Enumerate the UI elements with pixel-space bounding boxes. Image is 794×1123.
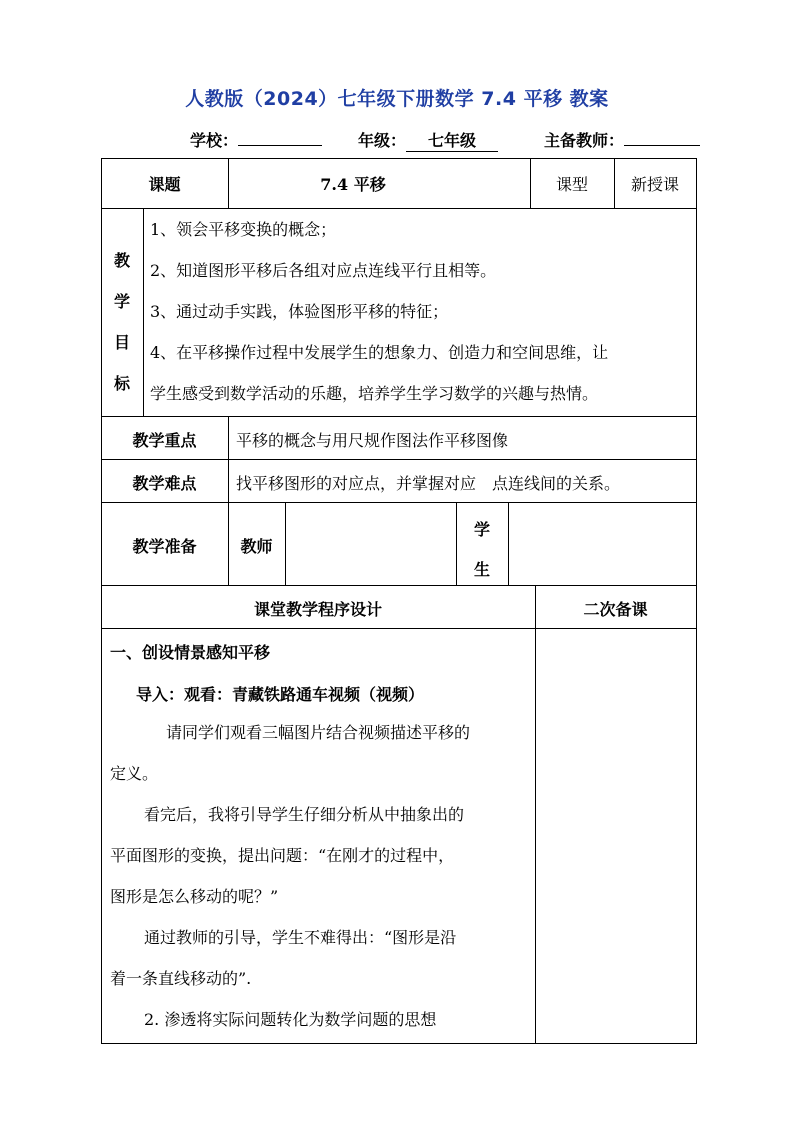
prep-student-char: 生 [473,560,490,579]
body-line: 看完后，我将引导学生仔细分析从中抽象出的 [144,805,465,824]
table-border-right [696,158,697,1044]
table-row-divider [101,459,697,460]
body-line: 图形是怎么移动的呢？” [110,887,279,906]
goals-label-char: 学 [113,292,130,311]
body-paragraphs [110,712,470,1040]
lesson-type-value: 新授课 [630,175,679,194]
table-border-top [101,158,697,159]
teacher-value [624,145,700,146]
table-col-divider [508,502,509,585]
table-col-divider [535,585,536,1043]
teacher-field [544,128,700,151]
goal-item: 3、通过动手实践，体验图形平移的特征； [150,302,449,321]
table-col-divider [285,502,286,585]
table-col-divider [228,416,229,502]
body-line: 着一条直线移动的”. [110,969,252,988]
grade-label: 年级： [358,131,407,150]
key-point-value: 平移的概念与用尺规作图法作平移图像 [236,431,509,450]
goals-label [101,240,143,404]
grade-field [358,128,498,152]
prep-student-label [456,510,508,590]
body-line: 通过教师的引导，学生不难得出：“图形是沿 [144,928,457,947]
table-row-divider [101,502,697,503]
school-field [190,128,322,151]
table-border-bottom [101,1043,697,1044]
goal-item: 2、知道图形平移后各组对应点连线平行且相等。 [150,261,497,280]
table-row-divider [101,628,697,629]
teacher-label: 主备教师： [544,131,625,150]
section-heading: 一、创设情景感知平移 [110,643,271,662]
intro-line: 导入：观看：青藏铁路通车视频（视频） [136,685,425,704]
body-line: 2. 渗透将实际问题转化为数学问题的思想 [144,1010,437,1029]
goal-item: 1、领会平移变换的概念； [150,220,337,239]
prep-label: 教学准备 [132,537,197,556]
goals-label-char: 目 [113,333,130,352]
difficult-point-label: 教学难点 [132,474,197,493]
goals-label-char: 标 [113,374,130,393]
school-value [238,145,322,146]
body-line: 请同学们观看三幅图片结合视频描述平移的 [166,723,471,742]
prep-student-char: 学 [473,520,490,539]
difficult-point-value: 找平移图形的对应点，并掌握对应 点连线间的关系。 [236,474,621,493]
grade-value: 七年级 [406,128,498,152]
table-row-divider [101,585,697,586]
body-line: 平面图形的变换，提出问题：“在刚才的过程中， [110,846,455,865]
body-line: 定义。 [110,764,159,783]
goals-list [150,209,608,414]
table-col-divider [143,208,144,416]
topic-value: 7.4 平移 [320,175,386,194]
key-point-label: 教学重点 [132,431,197,450]
document-title: 人教版（2024）七年级下册数学 7.4 平移 教案 [185,88,609,110]
goals-label-char: 教 [113,251,130,270]
goal-item: 学生感受到数学活动的乐趣，培养学生学习数学的兴趣与热情。 [150,384,599,403]
school-label: 学校： [190,131,239,150]
goal-item: 4、在平移操作过程中发展学生的想象力、创造力和空间思维，让 [150,343,609,362]
topic-label: 课题 [148,175,181,194]
lesson-type-label: 课型 [555,175,588,194]
design-header: 课堂教学程序设计 [253,600,382,619]
second-prep-header: 二次备课 [583,600,648,619]
prep-teacher-label: 教师 [240,537,273,556]
table-row-divider [101,416,697,417]
